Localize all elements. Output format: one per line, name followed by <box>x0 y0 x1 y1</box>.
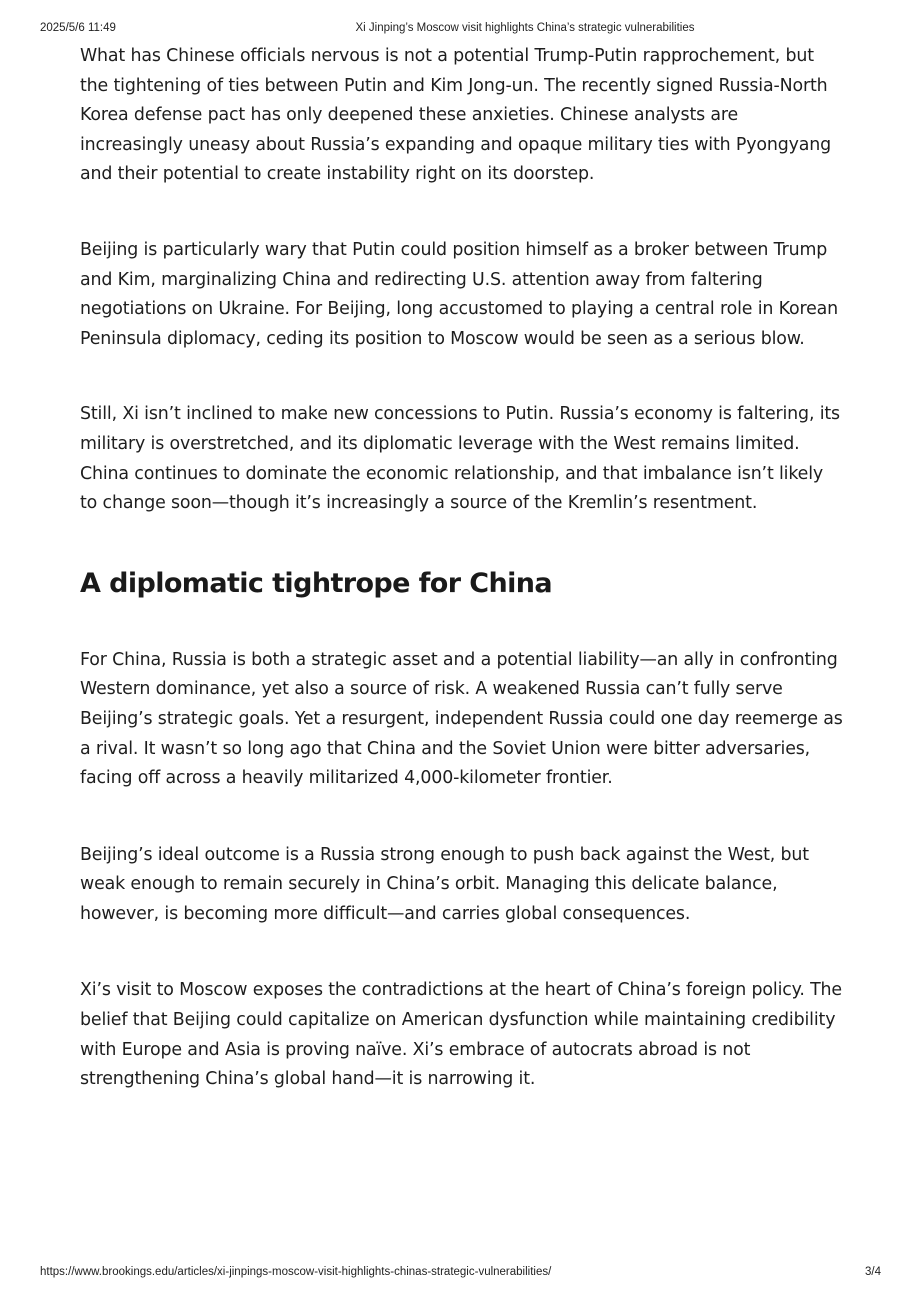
article-paragraph: What has Chinese officials nervous is not a potential Trump-Putin rapprochement, but the tightening of ties between Putin and Kim Jong-un. The recently signed Russia-North Korea defense pact has only deepened these anxieties. Chinese analysts are increasingly uneasy about Russia’s expanding and opaque military ties with Pyongyang and their potential to create instability right on its doorstep. <box>80 46 832 185</box>
print-header <box>0 22 920 38</box>
page-url: https://www.brookings.edu/articles/xi-jinpings-moscow-visit-highlights-chinas-strategic-vulnerabilities/ <box>40 1266 552 1278</box>
section-heading: A diplomatic tightrope for China <box>80 567 552 599</box>
page-number: 3/4 <box>865 1266 881 1278</box>
print-datetime: 2025/5/6 11:49 <box>40 22 116 34</box>
article-paragraph: Still, Xi isn’t inclined to make new concessions to Putin. Russia’s economy is faltering, its military is overstretched, and its diplomatic leverage with the West remains limited. China continues to dominate the economic relationship, and that imbalance isn’t likely to change soon—though it’s increasingly a source of the Kremlin’s resentment. <box>80 404 840 514</box>
article-paragraph: Xi’s visit to Moscow exposes the contradictions at the heart of China’s foreign policy. The belief that Beijing could capitalize on American dysfunction while maintaining credibility with Europe and Asia is proving naïve. Xi’s embrace of autocrats abroad is not strengthening China’s global hand—it is narrowing it. <box>80 980 842 1090</box>
article-paragraph: Beijing’s ideal outcome is a Russia strong enough to push back against the West, but weak enough to remain securely in China’s orbit. Managing this delicate balance, however, is becoming more difficult—and carries global consequences. <box>80 844 809 924</box>
article-body <box>80 42 845 1095</box>
article-paragraph: Beijing is particularly wary that Putin could position himself as a broker between Trump and Kim, marginalizing China and redirecting U.S. attention away from faltering negotiations on Ukraine. For Beijing, long accustomed to playing a central role in Korean Peninsula diplomacy, ceding its position to Moscow would be seen as a serious blow. <box>80 239 839 349</box>
article-paragraph: For China, Russia is both a strategic asset and a potential liability—an ally in confronting Western dominance, yet also a source of risk. A weakened Russia can’t fully serve Beijing’s strategic goals. Yet a resurgent, independent Russia could one day reemerge as a rival. It wasn’t so long ago that China and the Soviet Union were bitter adversaries, facing off across a heavily militarized 4,000-kilometer frontier. <box>80 649 843 789</box>
print-page-title: Xi Jinping’s Moscow visit highlights China’s strategic vulnerabilities <box>355 22 695 34</box>
